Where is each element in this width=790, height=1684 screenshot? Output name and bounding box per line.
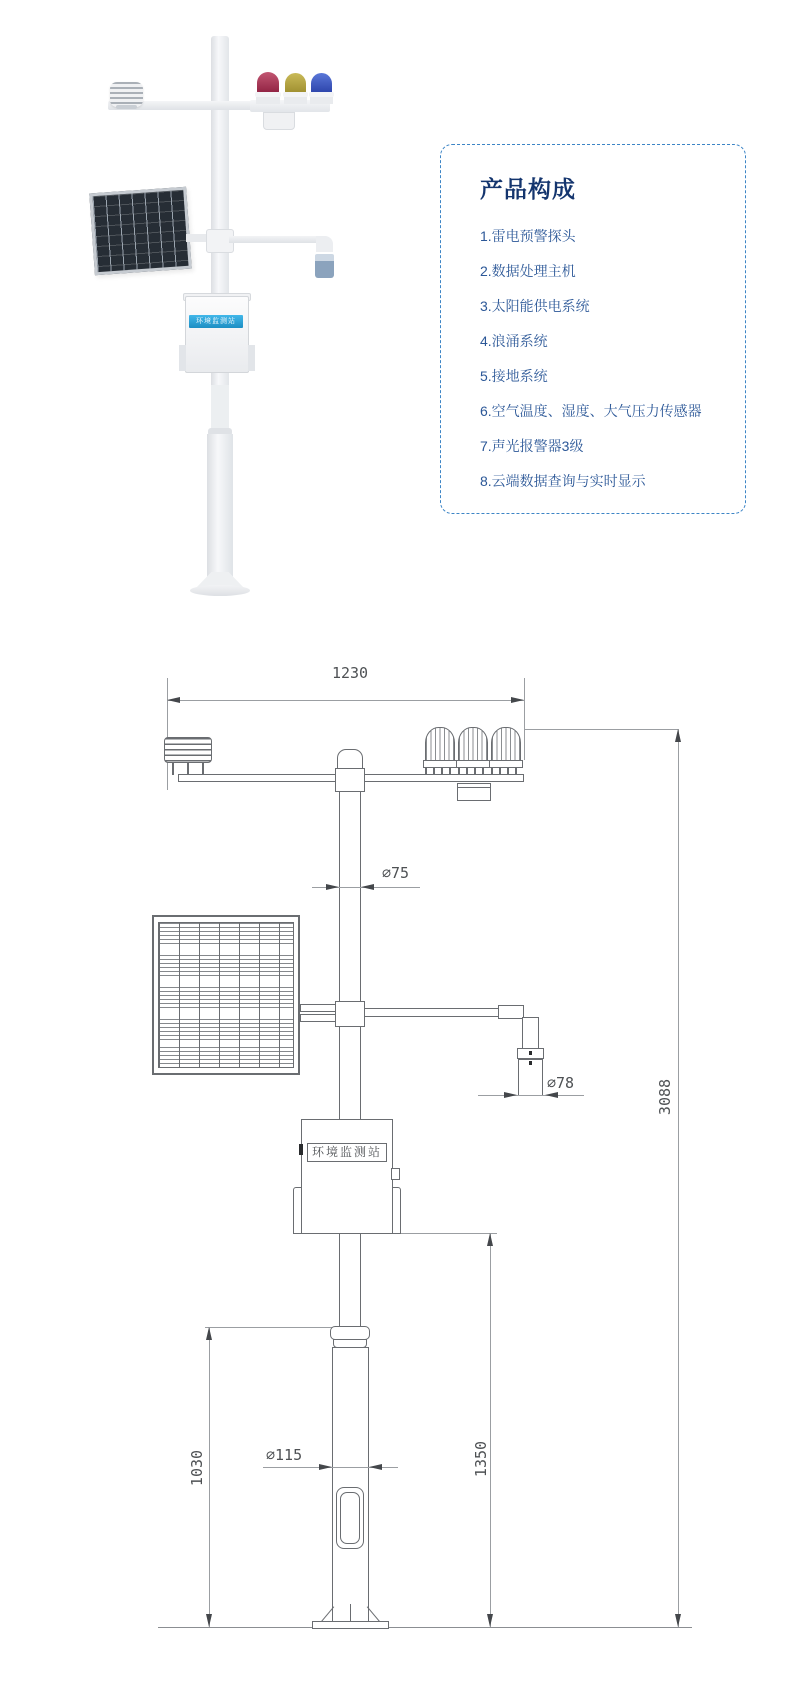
ground-line (158, 1627, 692, 1628)
draw-box-knob (391, 1168, 400, 1180)
product-composition-panel (440, 144, 746, 514)
draw-warning-light-feet (491, 768, 521, 774)
ext-line-left-1230 (167, 678, 168, 790)
draw-warning-light-base (489, 760, 523, 768)
draw-right-arm (364, 1008, 500, 1017)
draw-warning-light-feet (425, 768, 455, 774)
draw-base-plate (312, 1621, 389, 1629)
warning-light-yellow (285, 73, 306, 94)
draw-box-tick (299, 1144, 303, 1155)
dimension-arrow (361, 884, 374, 890)
control-box-wing-left (179, 345, 186, 371)
draw-station-label: 环境监测站 (307, 1143, 387, 1162)
draw-warning-light-dome (458, 727, 488, 762)
ext-line-right-1230 (524, 678, 525, 760)
dimension-arrow (369, 1464, 382, 1470)
solar-panel (89, 187, 191, 276)
composition-item-5: 5.接地系统 (480, 368, 548, 384)
dimension-arrow (326, 884, 339, 890)
composition-item-1: 1.雷电预警探头 (480, 228, 576, 244)
dimension-arrow (487, 1233, 493, 1246)
composition-item-8: 8.云端数据查询与实时显示 (480, 473, 646, 489)
dimension-arrow (545, 1092, 558, 1098)
control-box (185, 296, 249, 373)
composition-item-7: 7.声光报警器3级 (480, 438, 584, 454)
draw-mid-clamp (335, 1001, 365, 1027)
draw-solar-panel-cells (158, 922, 294, 1068)
right-arm-elbow (316, 236, 333, 252)
ext-line-lights-top (524, 729, 678, 730)
draw-lights-bracket-line (457, 787, 491, 788)
dimension-arrow (206, 1327, 212, 1340)
draw-panel-bracket-lower (300, 1014, 338, 1022)
draw-warning-light-dome (491, 727, 521, 762)
draw-warning-light-feet (458, 768, 488, 774)
dimension-arrow (487, 1614, 493, 1627)
warning-light-blue (311, 73, 332, 94)
dimension-arrow (504, 1092, 517, 1098)
draw-shield-leg (202, 763, 204, 775)
composition-item-6: 6.空气温度、湿度、大气压力传感器 (480, 403, 702, 419)
dim-text-1030: 1030 (188, 1449, 206, 1487)
warning-light-red-foot (256, 97, 280, 104)
draw-arm-endcap (498, 1005, 524, 1019)
draw-pole-lower (332, 1347, 369, 1625)
dim-text-115: ∅115 (266, 1446, 303, 1464)
lights-bracket (263, 112, 295, 130)
dim-line-1350 (490, 1233, 491, 1627)
dimension-arrow (675, 1614, 681, 1627)
dim-text-1350: 1350 (472, 1440, 490, 1478)
dim-text-78: ∅78 (547, 1074, 575, 1092)
composition-list (480, 228, 735, 489)
right-arm (229, 236, 321, 243)
dimension-arrow (675, 729, 681, 742)
draw-sensor-dot (529, 1061, 532, 1065)
warning-light-red (257, 72, 279, 94)
composition-item-2: 2.数据处理主机 (480, 263, 576, 279)
composition-item-3: 3.太阳能供电系统 (480, 298, 590, 314)
dimension-arrow (511, 697, 524, 703)
draw-access-door-inner (340, 1492, 360, 1544)
station-label: 环境监测站 (189, 315, 243, 328)
radiation-shield (110, 82, 143, 107)
ext-line-collar-top (205, 1327, 333, 1328)
dim-line-78 (478, 1095, 584, 1096)
pole-lower (207, 434, 233, 584)
pole-sleeve (211, 385, 229, 430)
draw-lights-bracket (457, 783, 491, 801)
dim-line-1030 (209, 1327, 210, 1627)
temperature-sensor (315, 254, 334, 278)
composition-title: 产品构成 (480, 176, 576, 202)
warning-light-blue-foot (310, 97, 333, 104)
dim-text-3088: 3088 (656, 1078, 674, 1116)
warning-light-yellow-foot (284, 97, 307, 104)
draw-shield-leg (172, 763, 174, 775)
draw-warning-light-base (423, 760, 457, 768)
draw-panel-bracket-upper (300, 1004, 338, 1012)
dim-text-1230: 1230 (331, 664, 369, 682)
pole-base-plate (190, 585, 250, 596)
draw-control-box (301, 1119, 393, 1234)
dimension-arrow (167, 697, 180, 703)
draw-warning-light-dome (425, 727, 455, 762)
composition-item-4: 4.浪涌系统 (480, 333, 548, 349)
draw-box-ear-right (392, 1187, 401, 1234)
draw-radiation-shield (164, 737, 212, 763)
draw-sensor-dot (529, 1051, 532, 1055)
ext-line-box-bottom (393, 1233, 497, 1234)
draw-pole-collar (330, 1326, 370, 1340)
dim-line-3088 (678, 729, 679, 1627)
draw-elbow-vertical (522, 1017, 539, 1049)
draw-pole-arm-clamp (335, 768, 365, 792)
dimension-arrow (319, 1464, 332, 1470)
draw-warning-light-base (456, 760, 490, 768)
dimension-arrow (206, 1614, 212, 1627)
draw-shield-leg (187, 763, 189, 775)
draw-pole-upper (339, 776, 361, 1120)
dim-text-75: ∅75 (382, 864, 410, 882)
draw-pole-mid (339, 1233, 361, 1328)
dim-line-1230 (167, 700, 524, 701)
radiation-shield-base (116, 105, 137, 109)
control-box-wing-right (248, 345, 255, 371)
